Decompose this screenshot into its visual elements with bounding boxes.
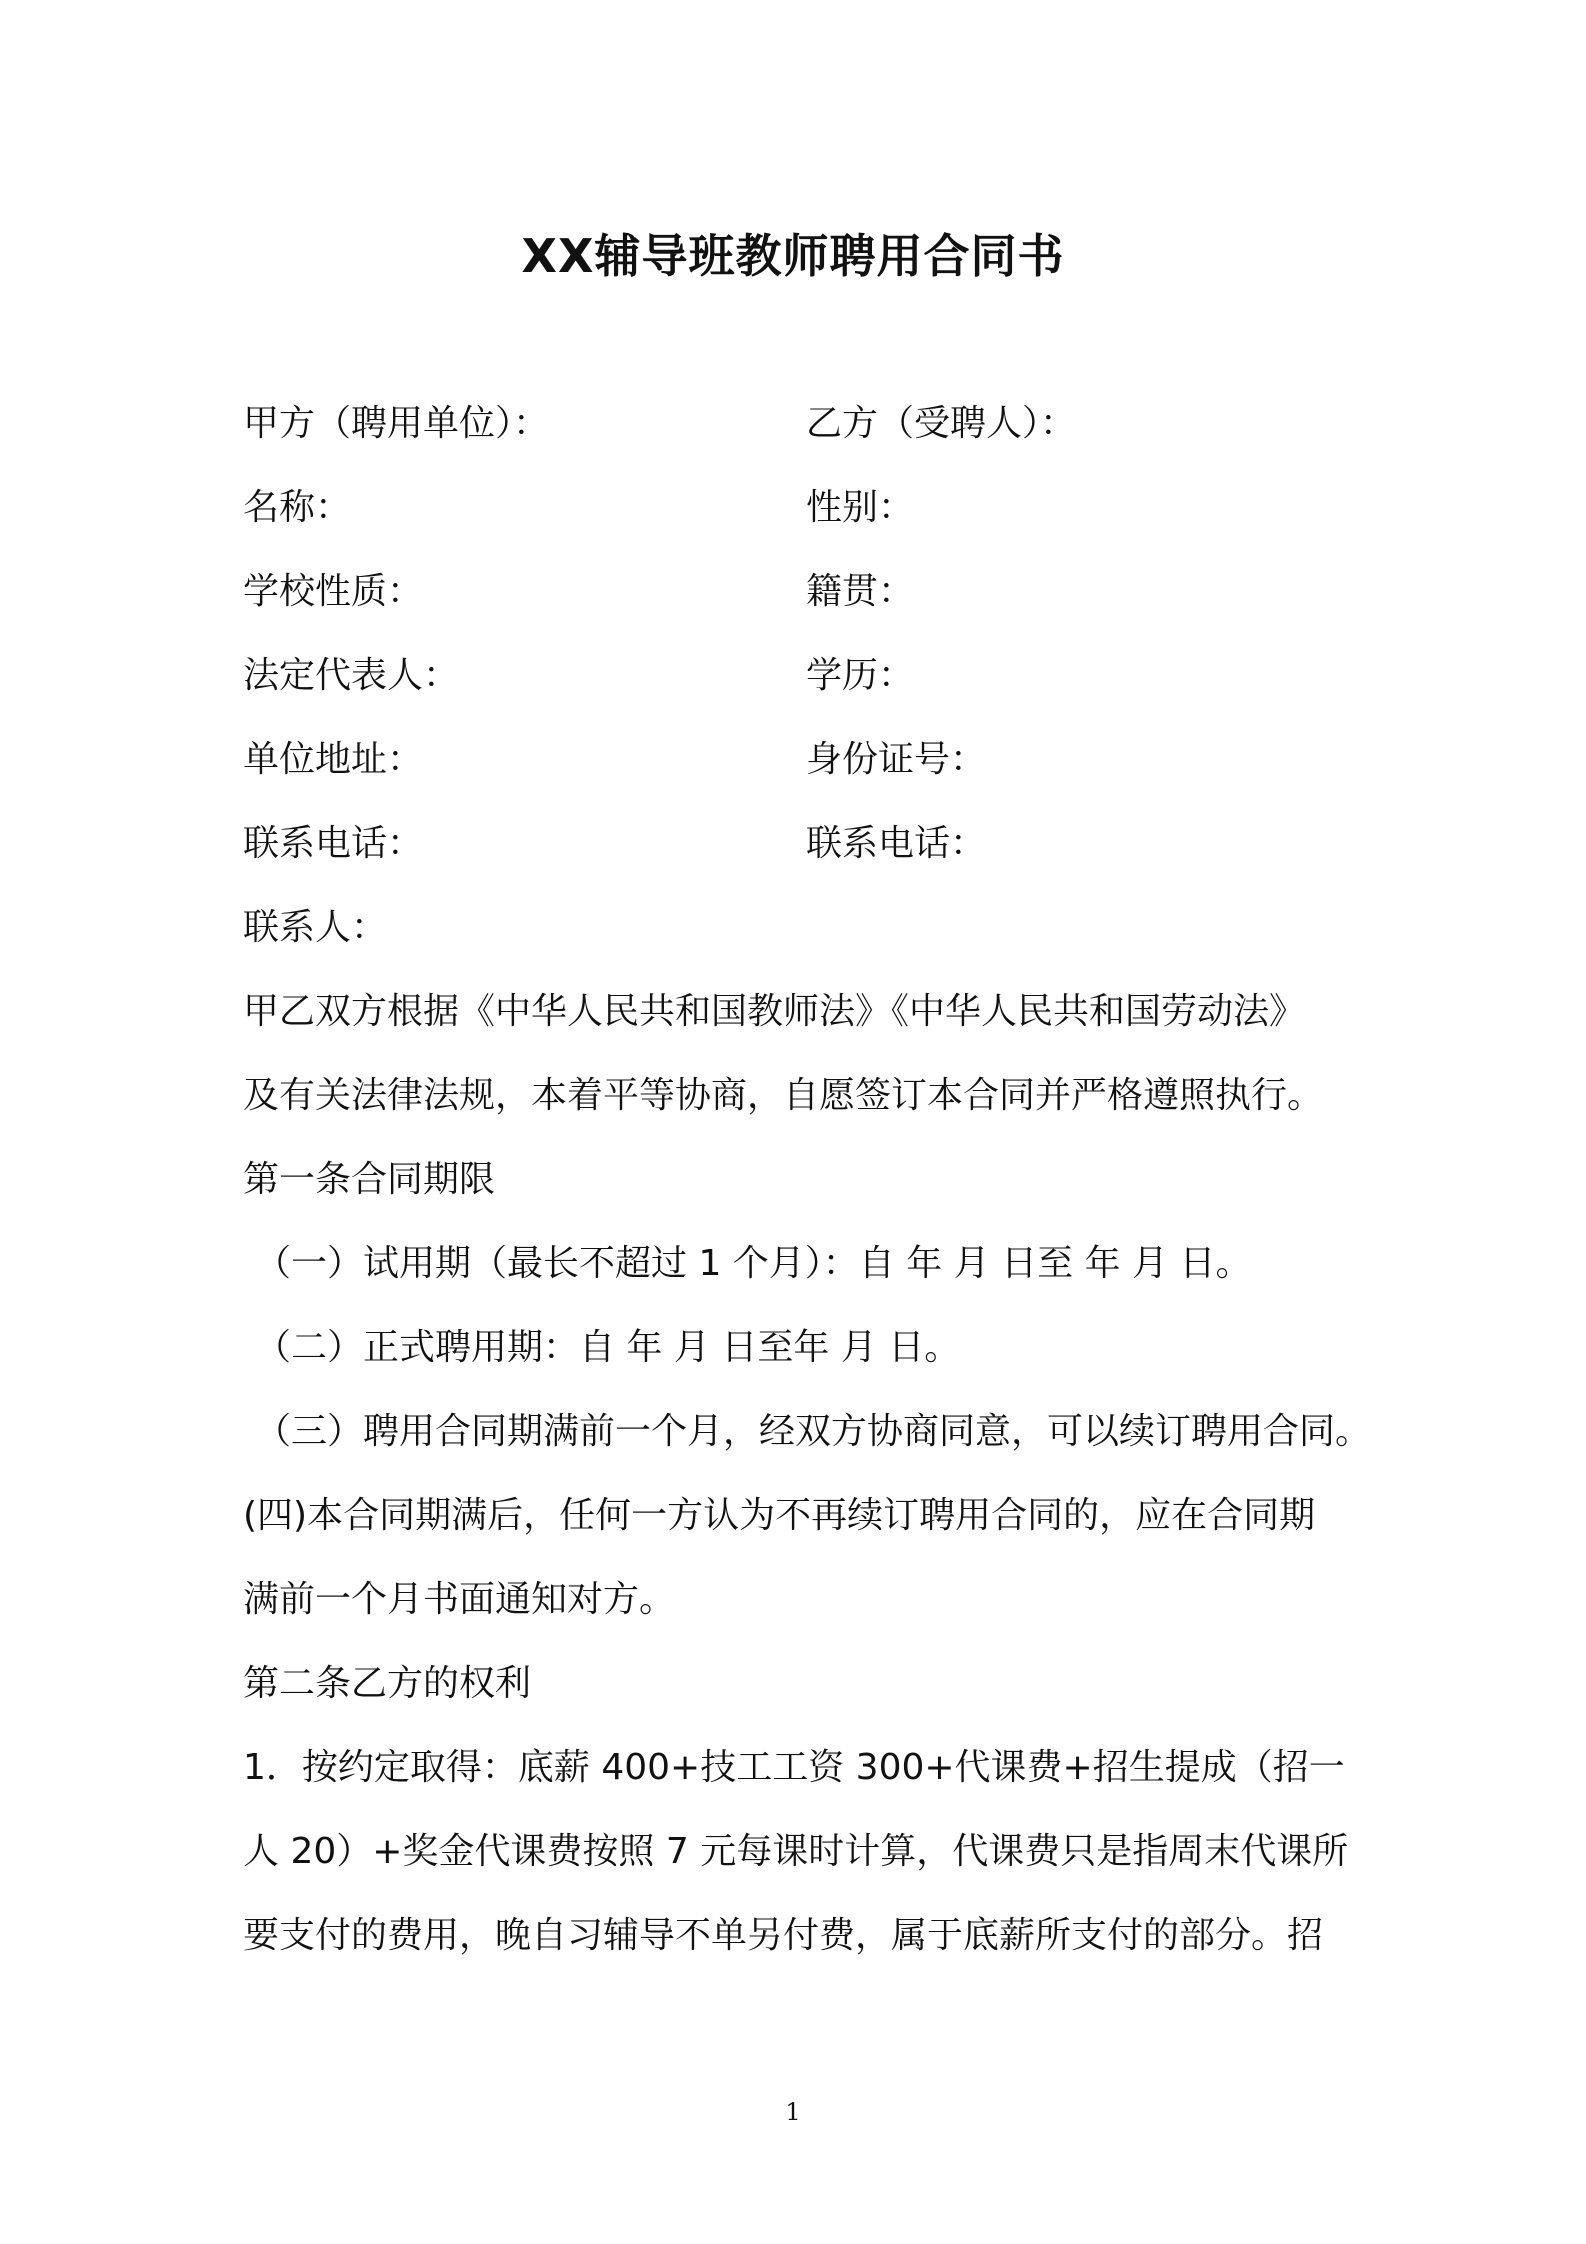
party-b-phone-label: 联系电话： xyxy=(806,823,987,864)
party-row xyxy=(243,648,1353,704)
party-a-legal-rep-label: 法定代表人： xyxy=(243,655,460,696)
party-row xyxy=(243,732,1353,788)
article2-item-1-line: 1．按约定取得：底薪 400+技工工资 300+代课费+招生提成（招一 xyxy=(243,1747,1345,1788)
party-row xyxy=(243,816,1353,872)
party-b-native-place-label: 籍贯： xyxy=(806,571,915,612)
party-row xyxy=(243,396,1353,452)
party-row xyxy=(243,564,1353,620)
party-a-address-label: 单位地址： xyxy=(243,739,424,780)
article2-item-1-line: 人 20）+奖金代课费按照 7 元每课时计算，代课费只是指周末代课所 xyxy=(243,1831,1349,1872)
article1-item-4-line: (四)本合同期满后，任何一方认为不再续订聘用合同的，应在合同期 xyxy=(243,1495,1316,1536)
party-b-id-number-label: 身份证号： xyxy=(806,739,987,780)
article1-item-2: （二）正式聘用期：自 年 月 日至年 月 日。 xyxy=(255,1327,961,1368)
party-b-gender-label: 性别： xyxy=(806,487,915,528)
article1-item-1: （一）试用期（最长不超过 1 个月）：自 年 月 日至 年 月 日。 xyxy=(255,1243,1252,1284)
article1-item-4-line: 满前一个月书面通知对方。 xyxy=(243,1579,676,1620)
article1-heading: 第一条合同期限 xyxy=(243,1159,496,1200)
party-a-name-label: 名称： xyxy=(243,487,352,528)
party-b-education-label: 学历： xyxy=(806,655,915,696)
article2-heading: 第二条乙方的权利 xyxy=(243,1663,532,1704)
article1-item-3: （三）聘用合同期满前一个月，经双方协商同意，可以续订聘用合同。 xyxy=(255,1411,1372,1452)
intro-line: 及有关法律法规，本着平等协商，自愿签订本合同并严格遵照执行。 xyxy=(243,1075,1324,1116)
page-number: 1 xyxy=(785,2098,801,2126)
party-a-label: 甲方（聘用单位）： xyxy=(243,403,550,444)
intro-line: 甲乙双方根据《中华人民共和国教师法》《中华人民共和国劳动法》 xyxy=(243,991,1306,1032)
article2-item-1-line: 要支付的费用，晚自习辅导不单另付费，属于底薪所支付的部分。招 xyxy=(243,1915,1324,1956)
party-a-school-type-label: 学校性质： xyxy=(243,571,424,612)
party-b-label: 乙方（受聘人）： xyxy=(806,403,1077,444)
party-row xyxy=(243,480,1353,536)
document-title: XX辅导班教师聘用合同书 xyxy=(521,229,1065,283)
contact-person-label: 联系人： xyxy=(243,907,388,948)
party-a-phone-label: 联系电话： xyxy=(243,823,424,864)
